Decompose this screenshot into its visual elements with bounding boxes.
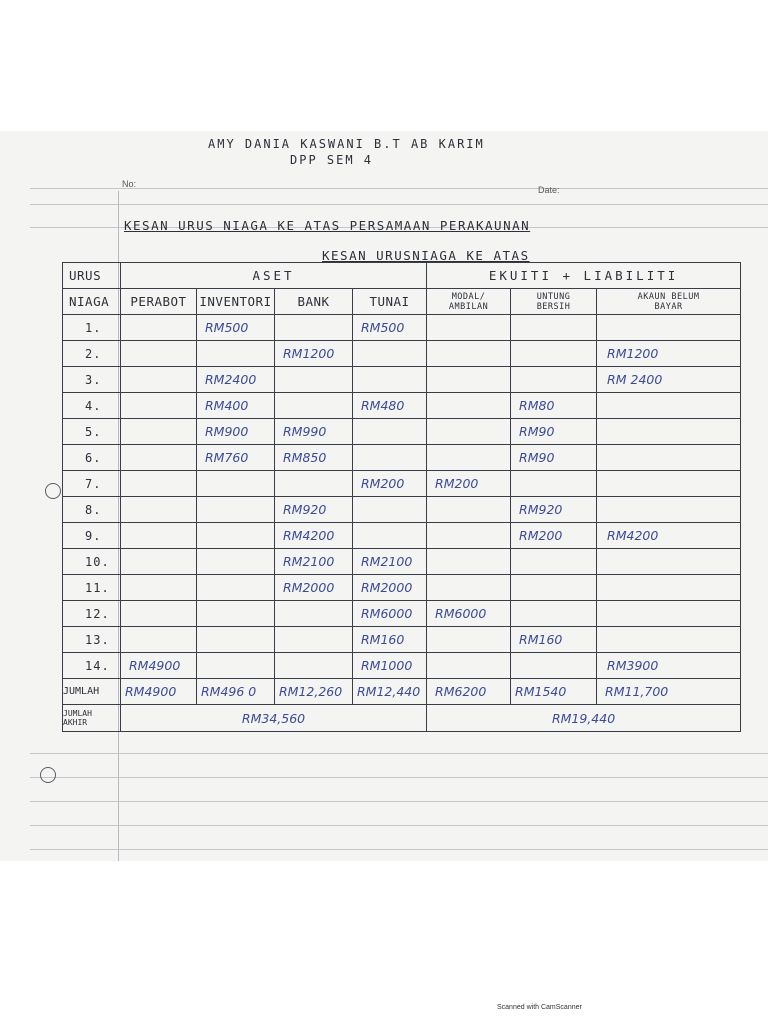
cell-bank: RM1200 — [275, 341, 353, 367]
jumlah-label: JUMLAH — [63, 679, 121, 705]
table-row — [63, 601, 741, 627]
cell-modal — [427, 549, 511, 575]
header-perabot: PERABOT — [121, 289, 197, 315]
cell-akaun: RM 2400 — [597, 367, 741, 393]
cell-bank — [275, 653, 353, 679]
table-row — [63, 419, 741, 445]
cell-modal — [427, 419, 511, 445]
cell-modal — [427, 627, 511, 653]
cell-bank: RM2000 — [275, 575, 353, 601]
cell-akaun — [597, 315, 741, 341]
cell-untung — [511, 315, 597, 341]
no-label: No: — [122, 179, 137, 189]
student-name: AMY DANIA KASWANI B.T AB KARIM — [208, 137, 485, 151]
cell-perabot — [121, 341, 197, 367]
header-niaga: NIAGA — [63, 289, 121, 315]
cell-tunai: RM160 — [353, 627, 427, 653]
cell-perabot — [121, 367, 197, 393]
jumlah-bank: RM12,260 — [275, 679, 353, 705]
cell-tunai — [353, 419, 427, 445]
cell-tunai: RM1000 — [353, 653, 427, 679]
cell-bank — [275, 315, 353, 341]
ruled-line — [30, 204, 768, 205]
jumlah-akhir-line2: AKHIR — [63, 718, 88, 727]
header-akaun-line2: BAYAR — [654, 301, 683, 312]
cell-inventori — [197, 575, 275, 601]
cell-inventori — [197, 549, 275, 575]
jumlah-akhir-aset: RM34,560 — [121, 705, 427, 732]
jumlah-untung: RM1540 — [511, 679, 597, 705]
cell-bank: RM990 — [275, 419, 353, 445]
transaction-number: 14. — [63, 653, 121, 679]
cell-perabot — [121, 471, 197, 497]
cell-akaun — [597, 419, 741, 445]
jumlah-akhir-line1: JUMLAH — [63, 709, 92, 718]
table-row — [63, 341, 741, 367]
cell-akaun: RM1200 — [597, 341, 741, 367]
cell-inventori: RM500 — [197, 315, 275, 341]
header-ekuiti-liabiliti: EKUITI + LIABILITI — [427, 263, 741, 289]
cell-perabot — [121, 627, 197, 653]
jumlah-akhir-label — [63, 705, 121, 732]
cell-akaun — [597, 471, 741, 497]
punch-hole — [45, 483, 61, 499]
cell-akaun — [597, 575, 741, 601]
cell-tunai — [353, 497, 427, 523]
cell-perabot — [121, 497, 197, 523]
scanner-watermark: Scanned with CamScanner — [497, 1004, 582, 1011]
cell-untung — [511, 341, 597, 367]
cell-perabot — [121, 575, 197, 601]
cell-akaun — [597, 601, 741, 627]
transaction-number: 2. — [63, 341, 121, 367]
header-untung-bersih — [511, 289, 597, 315]
cell-perabot — [121, 393, 197, 419]
cell-akaun — [597, 393, 741, 419]
cell-perabot — [121, 419, 197, 445]
cell-inventori — [197, 601, 275, 627]
cell-perabot — [121, 445, 197, 471]
cell-perabot: RM4900 — [121, 653, 197, 679]
cell-untung — [511, 549, 597, 575]
transaction-number: 5. — [63, 419, 121, 445]
jumlah-row — [63, 679, 741, 705]
jumlah-tunai: RM12,440 — [353, 679, 427, 705]
cell-akaun — [597, 497, 741, 523]
cell-modal — [427, 653, 511, 679]
header-urus: URUS — [63, 263, 121, 289]
cell-perabot — [121, 315, 197, 341]
transaction-number: 9. — [63, 523, 121, 549]
cell-modal — [427, 445, 511, 471]
cell-inventori — [197, 341, 275, 367]
cell-akaun — [597, 445, 741, 471]
transaction-number: 3. — [63, 367, 121, 393]
table-row — [63, 367, 741, 393]
cell-akaun — [597, 549, 741, 575]
jumlah-akhir-row — [63, 705, 741, 732]
table-row — [63, 575, 741, 601]
cell-inventori — [197, 471, 275, 497]
cell-modal: RM6000 — [427, 601, 511, 627]
transaction-number: 8. — [63, 497, 121, 523]
header-modal-ambilan — [427, 289, 511, 315]
cell-modal — [427, 341, 511, 367]
cell-bank — [275, 471, 353, 497]
header-modal-line1: MODAL/ — [451, 291, 486, 302]
table-row — [63, 315, 741, 341]
cell-untung: RM920 — [511, 497, 597, 523]
jumlah-inventori: RM496 0 — [197, 679, 275, 705]
jumlah-modal: RM6200 — [427, 679, 511, 705]
jumlah-akhir-ekuiti: RM19,440 — [427, 705, 741, 732]
ruled-line — [30, 753, 768, 754]
table-row — [63, 627, 741, 653]
cell-tunai — [353, 367, 427, 393]
header-bank: BANK — [275, 289, 353, 315]
cell-untung: RM200 — [511, 523, 597, 549]
ruled-line — [30, 825, 768, 826]
header-akaun-belum-bayar — [597, 289, 741, 315]
cell-bank: RM920 — [275, 497, 353, 523]
cell-perabot — [121, 523, 197, 549]
cell-bank: RM850 — [275, 445, 353, 471]
cell-inventori — [197, 627, 275, 653]
cell-untung — [511, 471, 597, 497]
cell-tunai: RM480 — [353, 393, 427, 419]
cell-tunai: RM200 — [353, 471, 427, 497]
cell-inventori: RM400 — [197, 393, 275, 419]
table-row — [63, 393, 741, 419]
header-aset: ASET — [121, 263, 427, 289]
cell-untung: RM80 — [511, 393, 597, 419]
cell-perabot — [121, 549, 197, 575]
transaction-number: 13. — [63, 627, 121, 653]
header-untung-line1: UNTUNG — [536, 291, 571, 302]
transaction-number: 6. — [63, 445, 121, 471]
cell-inventori: RM900 — [197, 419, 275, 445]
cell-inventori — [197, 497, 275, 523]
table-row — [63, 497, 741, 523]
header-tunai: TUNAI — [353, 289, 427, 315]
cell-tunai: RM2000 — [353, 575, 427, 601]
cell-modal — [427, 367, 511, 393]
cell-tunai: RM2100 — [353, 549, 427, 575]
transaction-number: 7. — [63, 471, 121, 497]
cell-untung — [511, 575, 597, 601]
cell-inventori — [197, 523, 275, 549]
cell-untung — [511, 367, 597, 393]
cell-untung: RM160 — [511, 627, 597, 653]
transaction-number: 4. — [63, 393, 121, 419]
cell-modal — [427, 393, 511, 419]
transaction-number: 1. — [63, 315, 121, 341]
cell-tunai — [353, 445, 427, 471]
cell-akaun — [597, 627, 741, 653]
cell-tunai — [353, 523, 427, 549]
table-row — [63, 549, 741, 575]
cell-untung — [511, 653, 597, 679]
date-label: Date: — [538, 185, 560, 195]
ruled-line — [30, 777, 768, 778]
header-inventori: INVENTORI — [197, 289, 275, 315]
ruled-line — [30, 801, 768, 802]
transaction-number: 11. — [63, 575, 121, 601]
cell-bank — [275, 627, 353, 653]
table-caption: KESAN URUSNIAGA KE ATAS — [322, 248, 530, 263]
cell-modal — [427, 575, 511, 601]
cell-tunai: RM6000 — [353, 601, 427, 627]
header-row-columns — [63, 289, 741, 315]
accounting-equation-table — [62, 262, 741, 732]
cell-untung: RM90 — [511, 419, 597, 445]
notebook-page — [0, 131, 768, 861]
cell-bank: RM4200 — [275, 523, 353, 549]
cell-untung — [511, 601, 597, 627]
ruled-line — [30, 188, 768, 189]
cell-bank: RM2100 — [275, 549, 353, 575]
class-label: DPP SEM 4 — [290, 153, 374, 167]
cell-modal: RM200 — [427, 471, 511, 497]
table-row — [63, 445, 741, 471]
punch-hole — [40, 767, 56, 783]
page-title: KESAN URUS NIAGA KE ATAS PERSAMAAN PERAKAUNAN — [124, 218, 531, 233]
cell-inventori — [197, 653, 275, 679]
table-row — [63, 523, 741, 549]
header-row-groups — [63, 263, 741, 289]
cell-akaun: RM4200 — [597, 523, 741, 549]
cell-bank — [275, 393, 353, 419]
cell-modal — [427, 523, 511, 549]
transaction-number: 10. — [63, 549, 121, 575]
cell-perabot — [121, 601, 197, 627]
table-row — [63, 653, 741, 679]
table-row — [63, 471, 741, 497]
cell-modal — [427, 315, 511, 341]
cell-bank — [275, 367, 353, 393]
jumlah-akaun: RM11,700 — [597, 679, 741, 705]
cell-inventori: RM2400 — [197, 367, 275, 393]
cell-tunai: RM500 — [353, 315, 427, 341]
header-untung-line2: BERSIH — [536, 301, 571, 312]
cell-tunai — [353, 341, 427, 367]
cell-bank — [275, 601, 353, 627]
header-modal-line2: AMBILAN — [448, 301, 489, 312]
jumlah-perabot: RM4900 — [121, 679, 197, 705]
ruled-line — [30, 849, 768, 850]
cell-akaun: RM3900 — [597, 653, 741, 679]
cell-untung: RM90 — [511, 445, 597, 471]
header-akaun-line1: AKAUN BELUM — [637, 291, 700, 302]
cell-modal — [427, 497, 511, 523]
transaction-number: 12. — [63, 601, 121, 627]
cell-inventori: RM760 — [197, 445, 275, 471]
